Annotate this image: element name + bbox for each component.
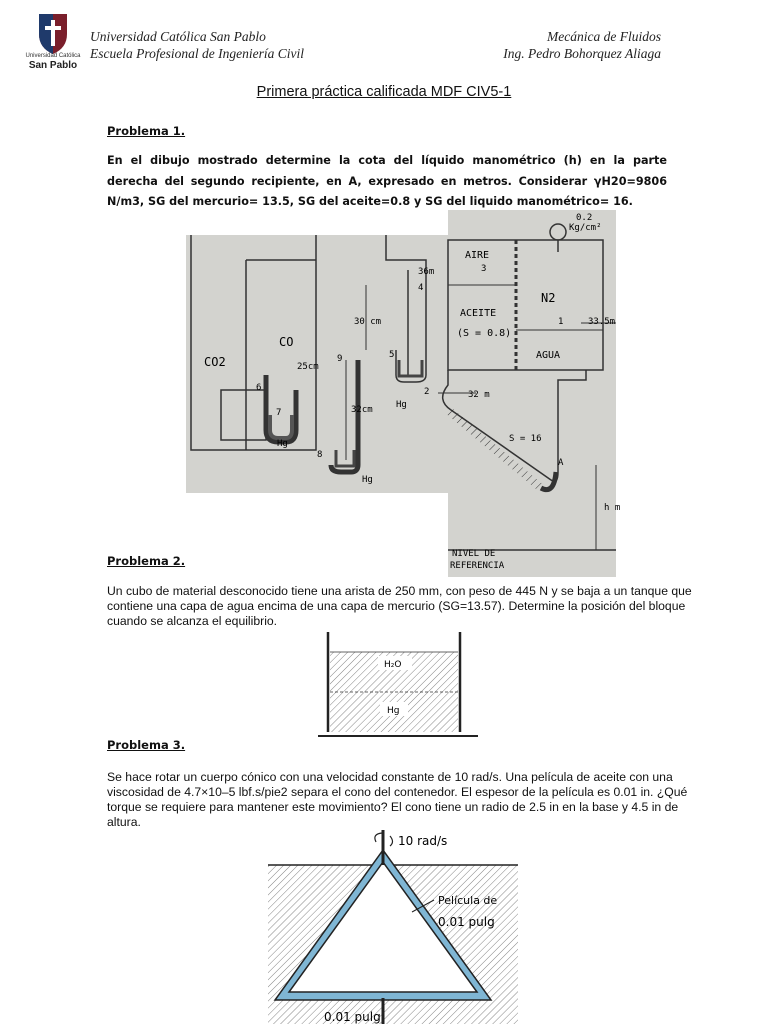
fig1-point-a: A [558, 458, 564, 468]
fig2-mercury-label: Hg [387, 706, 400, 716]
fig1-point-2: 2 [424, 387, 430, 397]
fig1-d25: 25cm [297, 362, 319, 372]
fig1-point-7: 7 [276, 408, 282, 418]
fig1-d335: 33.5m [588, 317, 616, 327]
fig2-water-label: H₂O [384, 660, 402, 670]
header-professor: Ing. Pedro Bohorquez Aliaga [503, 46, 661, 61]
fig1-pressure-unit: Kg/cm² [569, 223, 602, 233]
fig1-point-3: 3 [481, 264, 487, 274]
fig1-hg-2: Hg [396, 400, 407, 410]
fig1-hg-1: Hg [277, 439, 288, 449]
fig3-bottom-thickness: 0.01 pulg [324, 1010, 381, 1024]
fig3-film-thickness: 0.01 pulg [438, 915, 495, 929]
fig1-aceite: ACEITE [460, 308, 497, 319]
fig1-co: CO [279, 335, 294, 349]
fig1-n2: N2 [541, 291, 556, 305]
problem-2-figure [318, 632, 478, 744]
fig1-agua: AGUA [536, 350, 561, 361]
fig1-s16: S = 16 [509, 434, 542, 444]
fig1-point-6: 6 [256, 383, 262, 393]
logo-text-2: San Pablo [28, 60, 78, 71]
header-course: Mecánica de Fluidos [547, 29, 661, 44]
fig1-pressure-value: 0.2 [576, 213, 593, 223]
header-university: Universidad Católica San Pablo [90, 29, 266, 44]
fig1-point-8: 8 [317, 450, 323, 460]
header-school: Escuela Profesional de Ingeniería Civil [90, 46, 304, 61]
fig1-d32: 32 m [468, 390, 490, 400]
problem-2-text: Un cubo de material desconocido tiene una arista de 250 mm, con peso de 445 N y se baja a un tanque que contiene una capa de agua encima de una capa de mercurio (SG=13.57). Determine la posición del bloque cuando se alcanza el equilibrio. [107, 584, 692, 628]
fig1-aire: AIRE [465, 250, 490, 261]
university-logo [22, 12, 84, 74]
fig1-d30: 30 cm [354, 317, 382, 327]
fig3-film-label: Película de [438, 894, 498, 907]
fig1-d32cm: 32cm [351, 405, 373, 415]
fig1-point-5: 5 [389, 350, 395, 360]
problem-1-figure [186, 210, 621, 577]
fig1-hg-3: Hg [362, 475, 373, 485]
problem-1-heading: Problema 1. [107, 124, 186, 138]
fig1-co2: CO2 [204, 355, 226, 369]
logo-text-1: Universidad Católica [25, 53, 81, 59]
problem-3-figure [262, 830, 524, 1024]
problem-3-text: Se hace rotar un cuerpo cónico con una velocidad constante de 10 rad/s. Una película de aceite con una viscosidad de 4.7×10–5 lbf.s/pie2 separa el cono del contenedor. El espesor de la película es 0.01 in. ¿Qué torque se requiere para mantener este movimiento? El cono tiene un radio de 2.5 in en la base y 4.5 in de altura. [107, 770, 688, 829]
problem-3-heading: Problema 3. [107, 738, 186, 752]
fig1-nivel-1: NIVEL DE [452, 549, 496, 559]
fig1-point-1: 1 [558, 317, 564, 327]
fig1-d36: 36m [418, 267, 435, 277]
fig1-point-9: 9 [337, 354, 343, 364]
fig1-s08: (S = 0.8) [457, 328, 512, 339]
problem-1-text: En el dibujo mostrado determine la cota del líquido manométrico (h) en la parte derecha del segundo recipiente, en A, expresado en metros. Considerar γH20=9806 N/m3, SG del mercurio= 13.5, SG del aceite=0.8 y SG del liquido manométrico= 16. [107, 154, 667, 208]
page-title: Primera práctica calificada MDF CIV5-1 [256, 84, 512, 100]
problem-2-heading: Problema 2. [107, 554, 186, 568]
fig1-point-4: 4 [418, 283, 424, 293]
fig1-hm: h m [604, 503, 621, 513]
fig1-nivel-2: REFERENCIA [450, 561, 505, 571]
fig3-speed: 10 rad/s [398, 834, 448, 848]
